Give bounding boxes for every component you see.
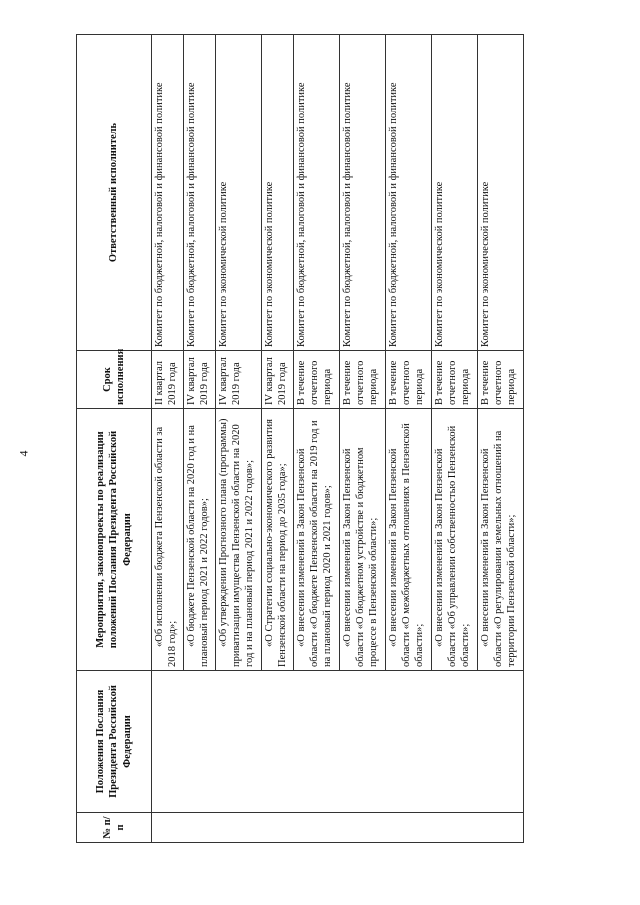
header-policy: Положения Послания Президента Российской Федерации — [77, 671, 152, 813]
responsible-cell: Комитет по бюджетной, налоговой и финансовой политике — [293, 35, 339, 351]
implementation-table — [76, 34, 524, 843]
number-cell — [152, 813, 524, 843]
action-cell: «Об утверждении Прогнозного плана (программы) приватизации имущества Пензенской области на 2020 год и на плановый период 2021 и 2022 годов»; — [215, 409, 261, 671]
responsible-cell: Комитет по экономической политике — [215, 35, 261, 351]
responsible-cell: Комитет по экономической политике — [477, 35, 523, 351]
table-row — [152, 35, 184, 843]
term-cell: IV квартал 2019 года — [261, 351, 293, 409]
header-number: № п/п — [77, 813, 152, 843]
action-cell: «О внесении изменений в Закон Пензенской области «О регулировании земельных отношений на территории Пензенской области»; — [477, 409, 523, 671]
responsible-cell: Комитет по бюджетной, налоговой и финансовой политике — [152, 35, 184, 351]
term-cell: IV квартал 2019 года — [215, 351, 261, 409]
term-cell: II квартал 2019 года — [152, 351, 184, 409]
term-cell: В течение отчетного периода — [431, 351, 477, 409]
action-cell: «О бюджете Пензенской области на 2020 год и на плановый период 2021 и 2022 годов»; — [183, 409, 215, 671]
action-cell: «О Стратегии социально-экономического развития Пензенской области на период до 2035 года»; — [261, 409, 293, 671]
header-actions: Мероприятия, законопроекты по реализации положений Послания Президента Российской Федерации — [77, 409, 152, 671]
term-cell: В течение отчетного периода — [293, 351, 339, 409]
responsible-cell: Комитет по экономической политике — [261, 35, 293, 351]
term-cell: В течение отчетного периода — [477, 351, 523, 409]
page-number: 4 — [16, 450, 31, 457]
responsible-cell: Комитет по бюджетной, налоговой и финансовой политике — [183, 35, 215, 351]
header-term: Срок исполнения — [77, 351, 152, 409]
policy-cell — [152, 671, 524, 813]
action-cell: «О внесении изменений в Закон Пензенской области «Об управлении собственностью Пензенской области»; — [431, 409, 477, 671]
responsible-cell: Комитет по бюджетной, налоговой и финансовой политике — [385, 35, 431, 351]
term-cell: В течение отчетного периода — [339, 351, 385, 409]
term-cell: В течение отчетного периода — [385, 351, 431, 409]
action-cell: «Об исполнении бюджета Пензенской области за 2018 год»; — [152, 409, 184, 671]
header-responsible: Ответственный исполнитель — [77, 35, 152, 351]
rotated-page-content — [76, 35, 524, 843]
action-cell: «О внесении изменений в Закон Пензенской области «О бюджете Пензенской области на 2019 год и на плановый период 2020 и 2021 годов»; — [293, 409, 339, 671]
action-cell: «О внесении изменений в Закон Пензенской области «О межбюджетных отношениях в Пензенской области»; — [385, 409, 431, 671]
table-header-row — [77, 35, 152, 843]
term-cell: IV квартал 2019 года — [183, 351, 215, 409]
responsible-cell: Комитет по экономической политике — [431, 35, 477, 351]
responsible-cell: Комитет по бюджетной, налоговой и финансовой политике — [339, 35, 385, 351]
action-cell: «О внесении изменений в Закон Пензенской области «О бюджетном устройстве и бюджетном процессе в Пензенской области»; — [339, 409, 385, 671]
